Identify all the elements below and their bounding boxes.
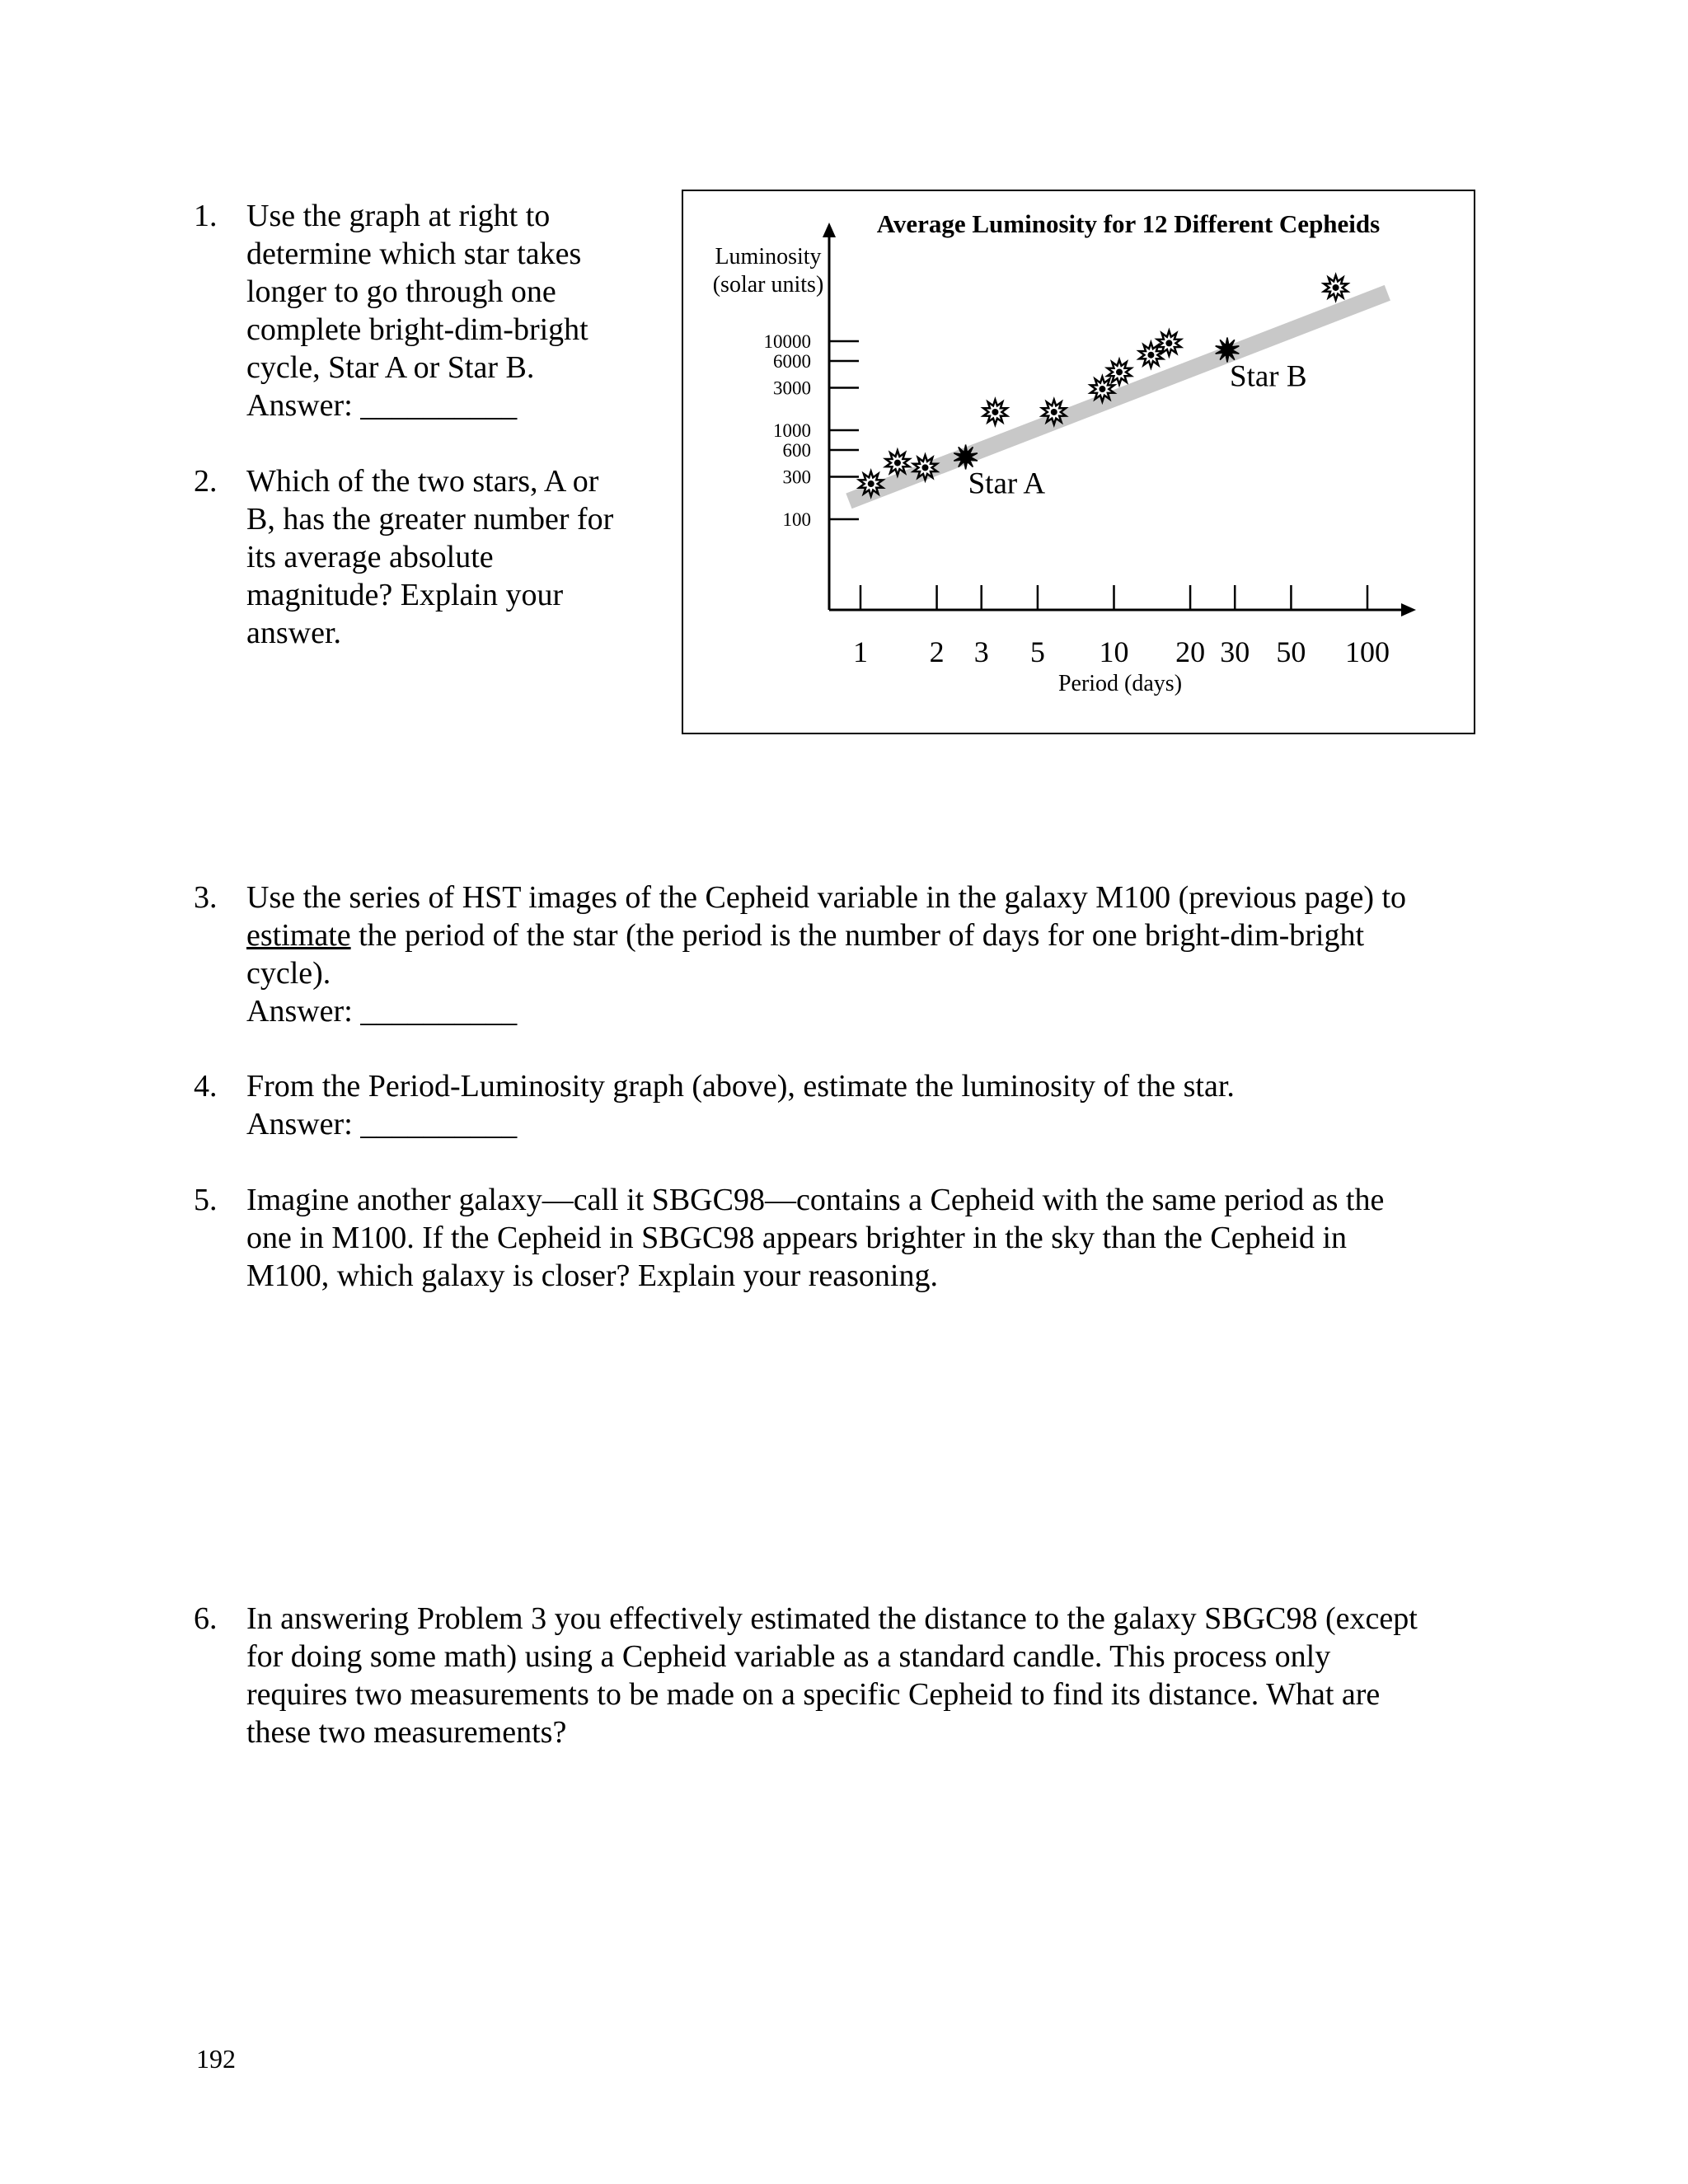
star-core	[1116, 368, 1123, 375]
question-text-line: magnitude? Explain your	[246, 578, 564, 612]
underlined-word: estimate	[246, 918, 351, 953]
page-number: 192	[196, 2044, 236, 2074]
question-number: 6.	[194, 1601, 218, 1636]
question-text-line: Which of the two stars, A or	[246, 464, 599, 499]
y-axis-arrow-icon	[823, 223, 836, 237]
question-text-line: one in M100. If the Cepheid in SBGC98 appears brighter in the sky than the Cepheid in	[246, 1221, 1348, 1255]
question-text-line: cycle).	[246, 956, 331, 991]
question-number: 2.	[194, 464, 218, 499]
star-core	[1333, 284, 1339, 291]
question-5	[194, 1181, 1512, 1295]
question-number: 5.	[194, 1183, 218, 1217]
question-text-line: Use the series of HST images of the Cepheid variable in the galaxy M100 (previous page) to	[246, 880, 1407, 915]
data-points	[860, 275, 1348, 501]
y-axis-label: Luminosity	[715, 244, 822, 269]
x-tick-label: 5	[1029, 635, 1045, 668]
star-core	[1099, 386, 1105, 392]
question-number: 3.	[194, 880, 218, 915]
y-tick-label: 6000	[773, 350, 811, 372]
y-tick-label: 300	[782, 466, 811, 488]
chart-svg	[683, 191, 1477, 736]
y-tick-label: 10000	[763, 331, 811, 352]
y-axis-label: (solar units)	[712, 272, 824, 298]
x-tick-label: 100	[1345, 635, 1390, 668]
question-text-line: these two measurements?	[246, 1715, 567, 1750]
point-label: Star A	[968, 466, 1046, 501]
star-core	[868, 480, 874, 487]
question-text-line: for doing some math) using a Cepheid variable as a standard candle. This process only	[246, 1639, 1331, 1674]
period-luminosity-chart	[682, 190, 1475, 734]
question-text-line	[246, 916, 1512, 954]
question-text-line: Use the graph at right to	[246, 199, 551, 233]
question-1	[194, 197, 655, 424]
y-tick-label: 100	[782, 509, 811, 530]
star-core	[894, 460, 901, 466]
star-point	[1108, 360, 1132, 385]
question-text-line: requires two measurements to be made on a specific Cepheid to find its distance. What are	[246, 1677, 1381, 1712]
y-tick-label: 1000	[773, 420, 811, 441]
x-tick-label: 2	[929, 635, 945, 668]
question-text-line: answer.	[246, 616, 342, 650]
question-2	[194, 462, 655, 652]
question-text-line: In answering Problem 3 you effectively estimated the distance to the galaxy SBGC98 (except	[246, 1601, 1418, 1636]
x-tick-label: 10	[1099, 635, 1129, 668]
axes	[823, 223, 1416, 616]
question-text-line: determine which star takes	[246, 237, 582, 271]
star-point	[983, 400, 1007, 424]
question-text-line: longer to go through one	[246, 274, 556, 309]
x-tick-label: 50	[1276, 635, 1306, 668]
question-text-line: cycle, Star A or Star B.	[246, 350, 535, 385]
question-text-line: Imagine another galaxy—call it SBGC98—contains a Cepheid with the same period as the	[246, 1183, 1385, 1217]
question-text-line: M100, which galaxy is closer? Explain your reasoning.	[246, 1258, 938, 1293]
x-tick-label: 30	[1220, 635, 1250, 668]
question-text-line: B, has the greater number for	[246, 502, 614, 537]
question-text-line: its average absolute	[246, 540, 494, 574]
star-core	[921, 464, 928, 471]
question-4	[194, 1067, 1512, 1143]
answer-blank[interactable]: Answer: __________	[246, 388, 518, 423]
answer-blank[interactable]: Answer: __________	[246, 1107, 518, 1141]
chart-title: Average Luminosity for 12 Different Cepheids	[876, 209, 1381, 238]
question-text-rest: the period of the star (the period is the number of days for one bright-dim-bright	[350, 918, 1365, 953]
star-core	[1051, 409, 1057, 415]
question-6	[194, 1600, 1512, 1751]
x-axis-arrow-icon	[1401, 603, 1416, 616]
question-text-line: From the Period-Luminosity graph (above), estimate the luminosity of the star.	[246, 1069, 1235, 1104]
question-number: 4.	[194, 1069, 218, 1104]
question-text-line: complete bright-dim-bright	[246, 312, 588, 347]
y-tick-label: 600	[782, 439, 811, 461]
star-core	[1147, 352, 1154, 359]
question-3	[194, 879, 1512, 1030]
highlighted-star-point	[954, 445, 1045, 501]
y-tick-label: 3000	[773, 377, 811, 399]
x-tick-label: 3	[973, 635, 989, 668]
star-point	[1324, 275, 1348, 300]
x-tick-label: 20	[1175, 635, 1206, 668]
answer-blank[interactable]: Answer: __________	[246, 994, 518, 1029]
question-number: 1.	[194, 199, 218, 233]
x-axis-label: Period (days)	[1057, 671, 1183, 696]
x-tick-label: 1	[853, 635, 868, 668]
star-core	[1165, 340, 1172, 346]
star-core	[992, 409, 998, 415]
point-label: Star B	[1230, 359, 1307, 394]
